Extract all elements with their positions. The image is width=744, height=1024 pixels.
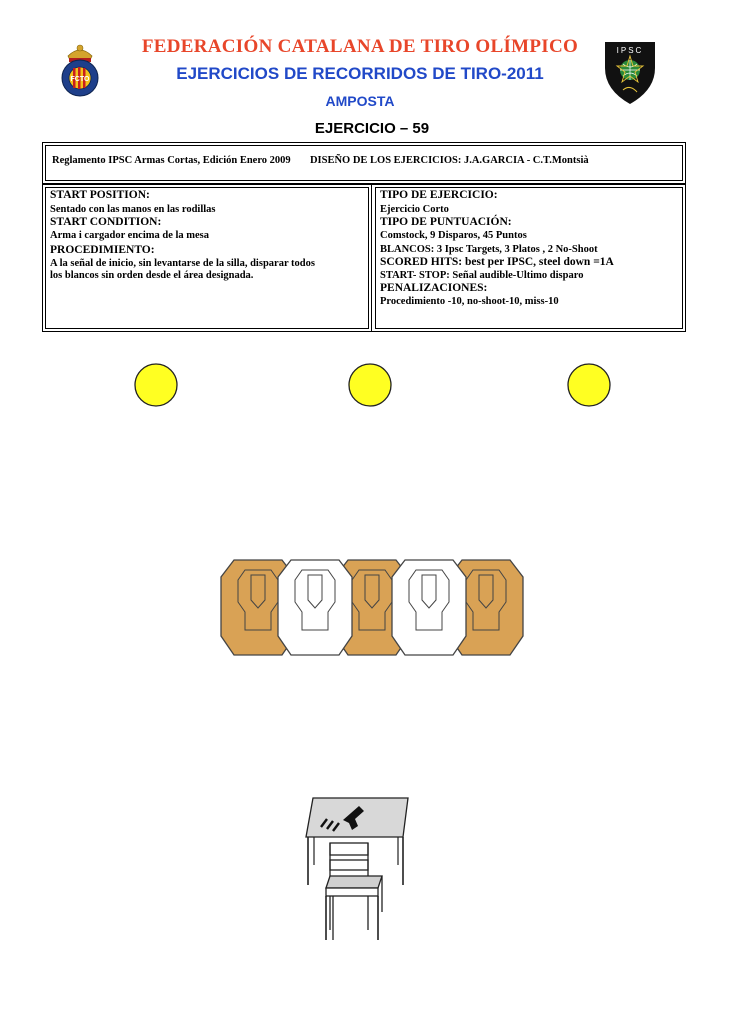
procedure-line-1: A la señal de inicio, sin levantarse de la silla, disparar todos xyxy=(50,258,315,269)
federation-title: FEDERACIÓN CATALANA DE TIRO OLÍMPICO xyxy=(141,36,579,57)
exercise-type-value: Ejercicio Corto xyxy=(380,204,449,215)
location-title: AMPOSTA xyxy=(325,93,395,109)
no-shoot-target xyxy=(278,560,352,655)
scored-hits: SCORED HITS: best per IPSC, steel down =1A xyxy=(380,256,614,268)
start-stop: START- STOP: Señal audible-Ultimo disparo xyxy=(380,270,584,281)
details-left-column xyxy=(43,185,372,331)
info-bar xyxy=(42,142,686,184)
details-right-column xyxy=(373,185,685,331)
steel-plate xyxy=(349,364,391,406)
info-bar-text xyxy=(52,155,589,166)
stage-diagram xyxy=(0,340,744,960)
procedure-line-2: los blancos sin orden desde el área designada. xyxy=(50,270,254,281)
no-shoot-target xyxy=(392,560,466,655)
scoring-value: Comstock, 9 Disparos, 45 Puntos xyxy=(380,230,527,241)
exercise-type-label: TIPO DE EJERCICIO: xyxy=(380,189,498,201)
procedure-label: PROCEDIMIENTO: xyxy=(50,244,155,256)
steel-plate xyxy=(568,364,610,406)
design-credit: DISEÑO DE LOS EJERCICIOS: J.A.GARCIA - C.T.Montsià xyxy=(309,155,589,166)
ipsc-logo-lettering: IPSC xyxy=(616,46,644,55)
shooting-table xyxy=(306,798,408,885)
penalties-label: PENALIZACIONES: xyxy=(380,282,488,294)
exercises-subtitle: EJERCICIOS DE RECORRIDOS DE TIRO-2011 xyxy=(176,64,544,83)
chair xyxy=(326,843,382,940)
start-condition-label: START CONDITION: xyxy=(50,216,162,228)
penalties-value: Procedimiento -10, no-shoot-10, miss-10 xyxy=(380,296,559,307)
start-position-value: Sentado con las manos en las rodillas xyxy=(50,204,216,215)
details-table xyxy=(42,184,686,332)
steel-plate xyxy=(135,364,177,406)
start-condition-value: Arma i cargador encima de la mesa xyxy=(50,230,210,241)
scoring-label: TIPO DE PUNTUACIÓN: xyxy=(380,216,512,228)
exercise-number: EJERCICIO – 59 xyxy=(314,120,430,137)
fcto-logo-lettering: FCTO xyxy=(70,76,90,83)
rules-text: Reglamento IPSC Armas Cortas, Edición Enero 2009 xyxy=(52,155,291,166)
start-position-label: START POSITION: xyxy=(50,189,150,201)
targets-value: BLANCOS: 3 Ipsc Targets, 3 Platos , 2 No-Shoot xyxy=(380,244,598,255)
